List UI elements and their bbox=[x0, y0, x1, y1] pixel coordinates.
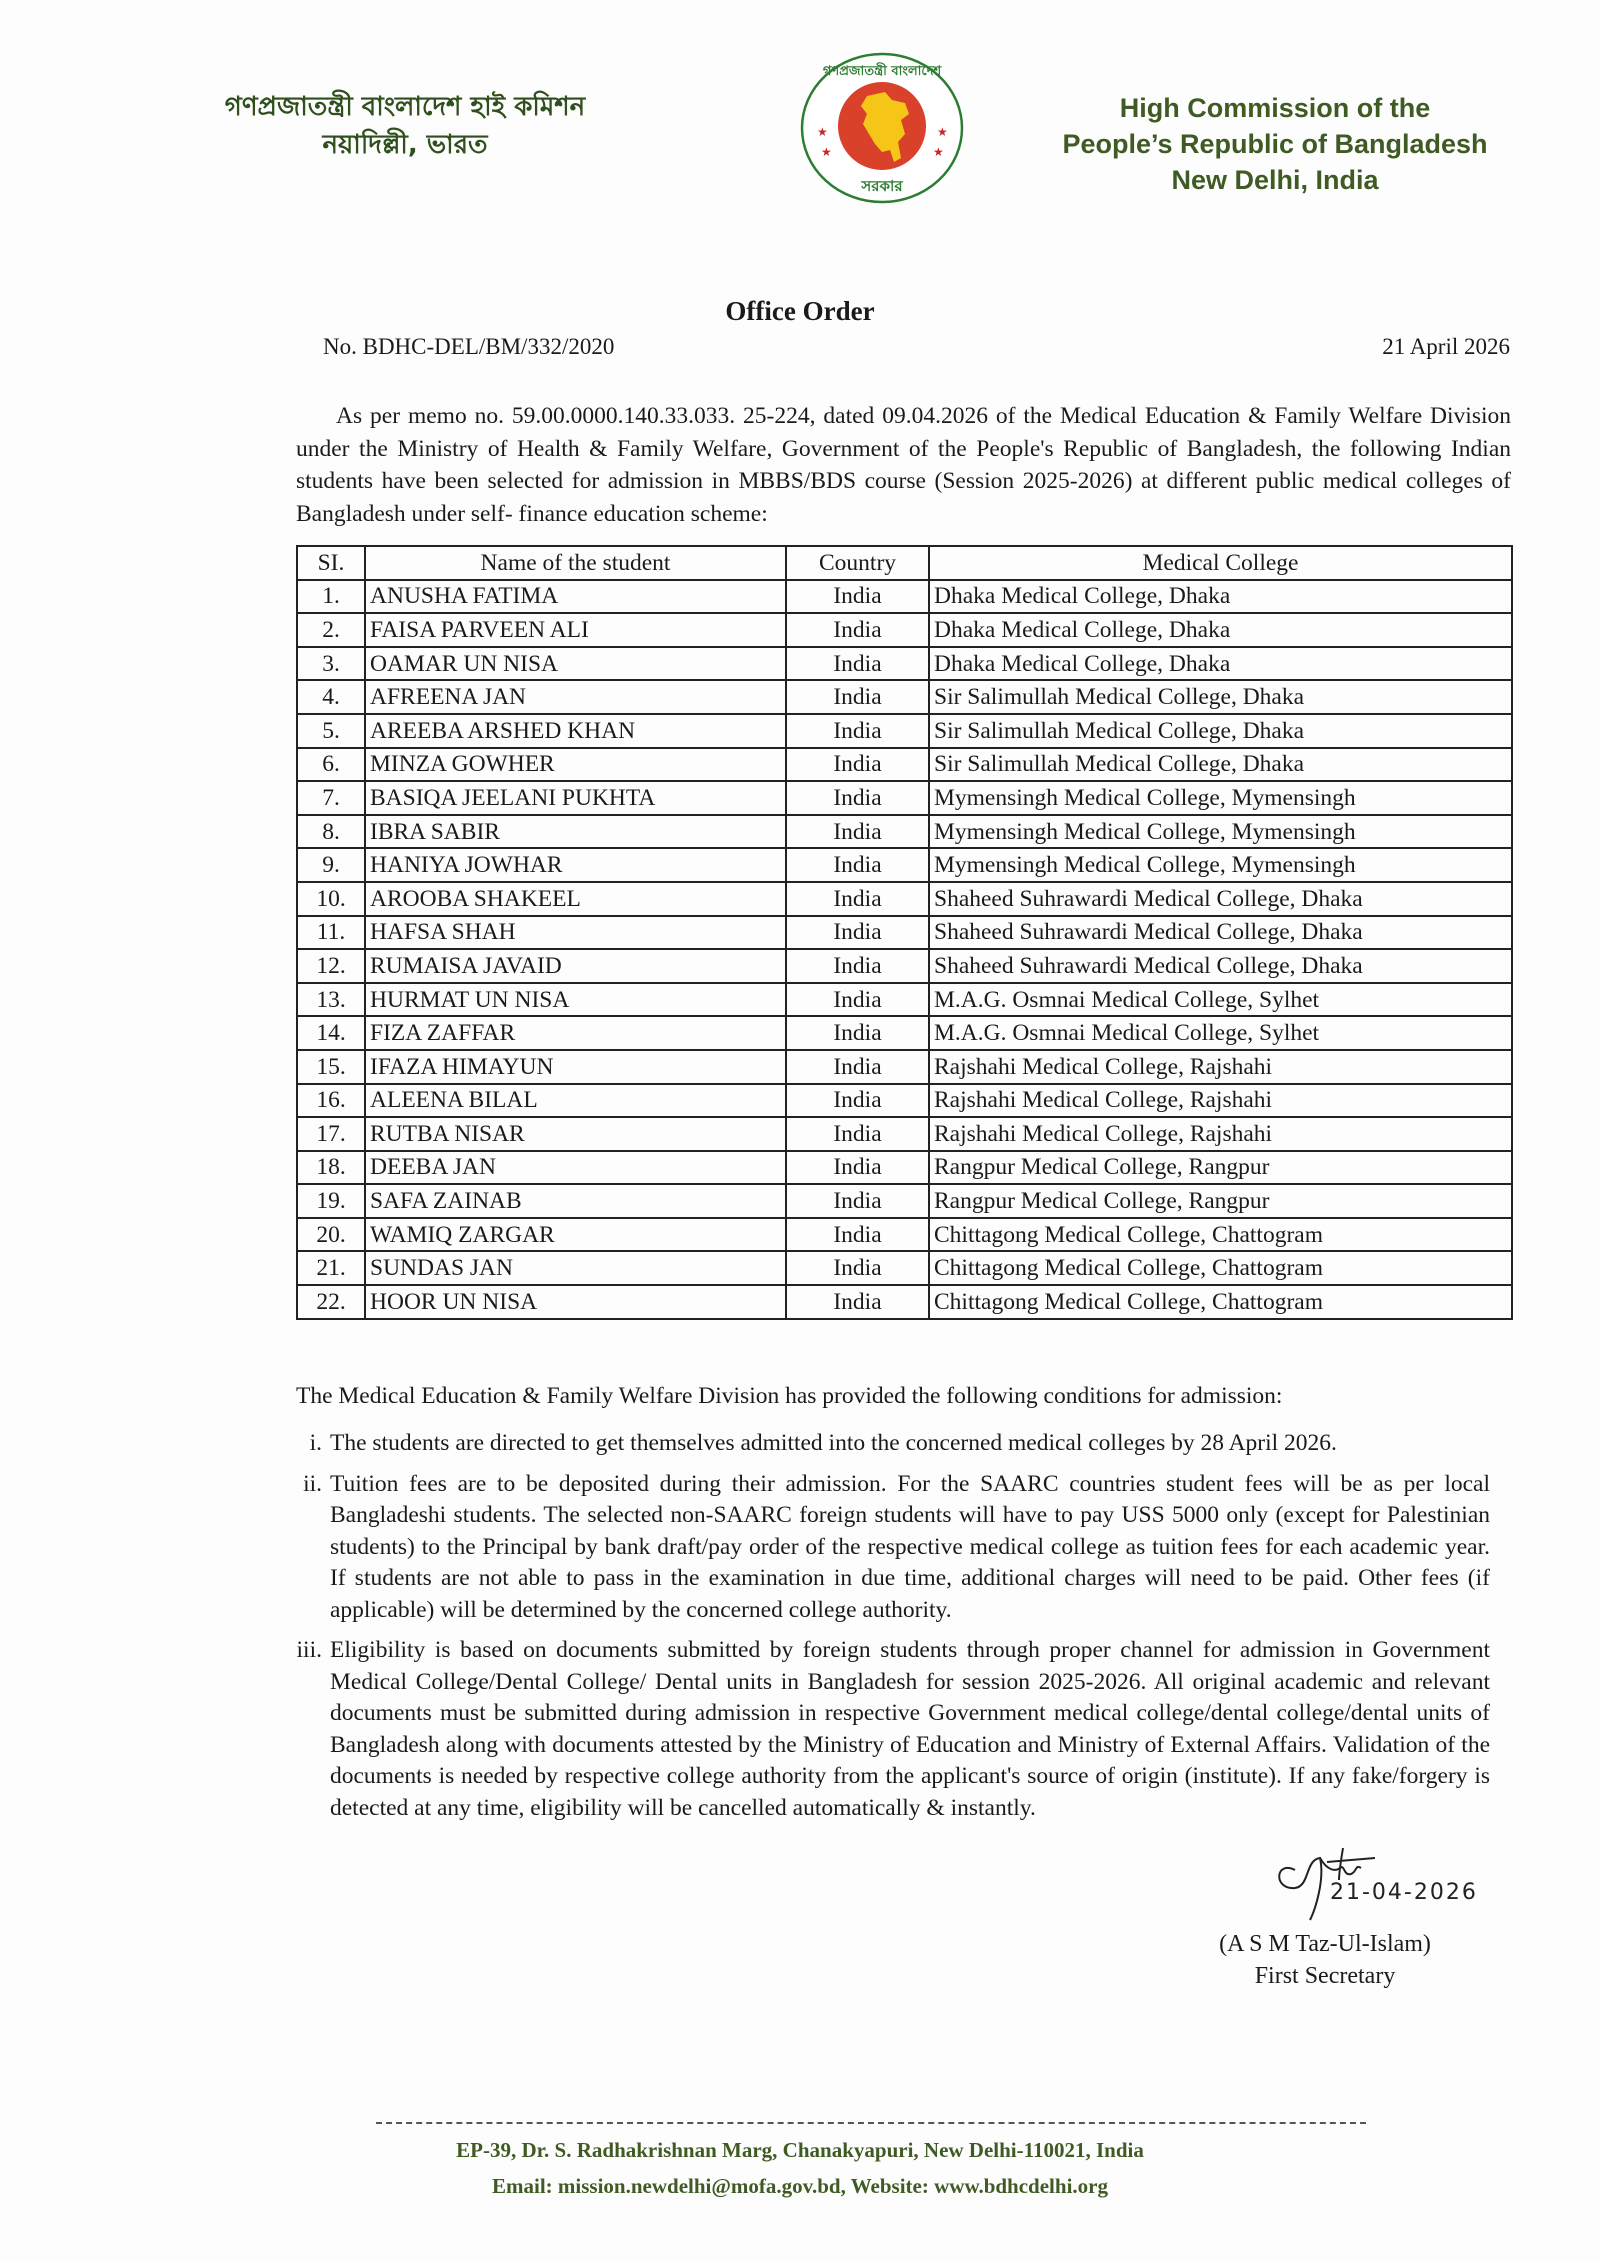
cell-country: India bbox=[786, 1084, 929, 1118]
cell-medical-college: Chittagong Medical College, Chattogram bbox=[929, 1285, 1512, 1319]
cell-student-name: WAMIQ ZARGAR bbox=[365, 1218, 786, 1252]
cell-serial: 15. bbox=[297, 1050, 365, 1084]
signatory-block bbox=[1180, 1928, 1470, 1992]
cell-serial: 18. bbox=[297, 1151, 365, 1185]
cell-country: India bbox=[786, 1016, 929, 1050]
cell-country: India bbox=[786, 647, 929, 681]
cell-medical-college: Rangpur Medical College, Rangpur bbox=[929, 1184, 1512, 1218]
cell-serial: 2. bbox=[297, 613, 365, 647]
table-row bbox=[297, 848, 1512, 882]
cell-country: India bbox=[786, 916, 929, 950]
table-row bbox=[297, 1251, 1512, 1285]
signature-date: 21-04-2026 bbox=[1330, 1880, 1478, 1905]
cell-serial: 21. bbox=[297, 1251, 365, 1285]
cell-country: India bbox=[786, 613, 929, 647]
cell-serial: 13. bbox=[297, 983, 365, 1017]
cell-serial: 4. bbox=[297, 680, 365, 714]
condition-number: iii. bbox=[296, 1637, 322, 1663]
cell-student-name: BASIQA JEELANI PUKHTA bbox=[365, 781, 786, 815]
cell-serial: 19. bbox=[297, 1184, 365, 1218]
condition-text: Eligibility is based on documents submitted by foreign students through proper channel for admission in Government Medical College/Dental College/ Dental units in Bangladesh for session 2025-2026. All original academic and relevant documents must be submitted during admission in respective Government medical college/dental college/dental units of Bangladesh along with documents attested by the Ministry of Education and Ministry of External Affairs. Validation of the documents is needed by respective college authority from the applicant's source of origin (institute). If any fake/forgery is detected at any time, eligibility will be cancelled automatically & instantly. bbox=[330, 1637, 1490, 1821]
cell-student-name: AROOBA SHAKEEL bbox=[365, 882, 786, 916]
cell-medical-college: Shaheed Suhrawardi Medical College, Dhaka bbox=[929, 882, 1512, 916]
cell-serial: 12. bbox=[297, 949, 365, 983]
table-row bbox=[297, 714, 1512, 748]
svg-text:সরকার: সরকার bbox=[861, 177, 903, 195]
cell-student-name: HANIYA JOWHAR bbox=[365, 848, 786, 882]
condition-text: The students are directed to get themselves admitted into the concerned medical colleges by 28 April 2026. bbox=[330, 1430, 1337, 1456]
cell-student-name: DEEBA JAN bbox=[365, 1151, 786, 1185]
cell-serial: 9. bbox=[297, 848, 365, 882]
table-row bbox=[297, 1016, 1512, 1050]
cell-student-name: IFAZA HIMAYUN bbox=[365, 1050, 786, 1084]
cell-country: India bbox=[786, 1218, 929, 1252]
cell-serial: 5. bbox=[297, 714, 365, 748]
condition-text: Tuition fees are to be deposited during their admission. For the SAARC countries student fees will be as per local Bangladeshi students. The selected non-SAARC foreign students will have to pay USS 5000 only (except for Palestinian students) to the Principal by bank draft/pay order of the respective medical college as tuition fees for each academic year. If students are not able to pass in the examination in due time, additional charges will need to be paid. Other fees (if applicable) will be determined by the concerned college authority. bbox=[330, 1470, 1490, 1623]
cell-serial: 11. bbox=[297, 916, 365, 950]
conditions-intro: The Medical Education & Family Welfare Division has provided the following conditions for admission: bbox=[296, 1383, 1283, 1409]
cell-medical-college: Rangpur Medical College, Rangpur bbox=[929, 1151, 1512, 1185]
document-title: Office Order bbox=[725, 296, 875, 326]
svg-text:★: ★ bbox=[821, 145, 832, 159]
table-row bbox=[297, 613, 1512, 647]
cell-student-name: HAFSA SHAH bbox=[365, 916, 786, 950]
cell-medical-college: Mymensingh Medical College, Mymensingh bbox=[929, 815, 1512, 849]
table-row bbox=[297, 1285, 1512, 1319]
cell-medical-college: Dhaka Medical College, Dhaka bbox=[929, 580, 1512, 614]
cell-serial: 14. bbox=[297, 1016, 365, 1050]
letterhead-english bbox=[1060, 90, 1490, 198]
table-row bbox=[297, 916, 1512, 950]
condition-number: i. bbox=[309, 1430, 322, 1456]
cell-medical-college: Sir Salimullah Medical College, Dhaka bbox=[929, 680, 1512, 714]
cell-medical-college: Shaheed Suhrawardi Medical College, Dhaka bbox=[929, 916, 1512, 950]
cell-serial: 1. bbox=[297, 580, 365, 614]
cell-country: India bbox=[786, 748, 929, 782]
letterhead-english-line: High Commission of the bbox=[1119, 93, 1431, 123]
cell-country: India bbox=[786, 949, 929, 983]
cell-serial: 6. bbox=[297, 748, 365, 782]
cell-student-name: IBRA SABIR bbox=[365, 815, 786, 849]
cell-student-name: HURMAT UN NISA bbox=[365, 983, 786, 1017]
government-of-bangladesh-seal-icon bbox=[797, 48, 967, 208]
signatory-name: (A S M Taz-Ul-Islam) bbox=[1219, 1931, 1431, 1957]
column-header-serial: SI. bbox=[297, 546, 365, 580]
cell-serial: 16. bbox=[297, 1084, 365, 1118]
cell-country: India bbox=[786, 714, 929, 748]
table-header-row bbox=[297, 546, 1512, 580]
table-body bbox=[297, 580, 1512, 1319]
cell-medical-college: Rajshahi Medical College, Rajshahi bbox=[929, 1050, 1512, 1084]
cell-student-name: HOOR UN NISA bbox=[365, 1285, 786, 1319]
cell-country: India bbox=[786, 580, 929, 614]
table-row bbox=[297, 748, 1512, 782]
condition-item bbox=[280, 1428, 1490, 1460]
cell-student-name: RUMAISA JAVAID bbox=[365, 949, 786, 983]
footer-contact: Email: mission.newdelhi@mofa.gov.bd, Website: www.bdhcdelhi.org bbox=[492, 2174, 1108, 2198]
cell-medical-college: M.A.G. Osmnai Medical College, Sylhet bbox=[929, 1016, 1512, 1050]
table-row bbox=[297, 1184, 1512, 1218]
cell-student-name: RUTBA NISAR bbox=[365, 1117, 786, 1151]
column-header-name: Name of the student bbox=[365, 546, 786, 580]
cell-serial: 17. bbox=[297, 1117, 365, 1151]
cell-student-name: OAMAR UN NISA bbox=[365, 647, 786, 681]
table-row bbox=[297, 1151, 1512, 1185]
cell-country: India bbox=[786, 1050, 929, 1084]
cell-country: India bbox=[786, 815, 929, 849]
cell-country: India bbox=[786, 680, 929, 714]
conditions-list bbox=[280, 1428, 1490, 1833]
cell-serial: 7. bbox=[297, 781, 365, 815]
condition-item bbox=[280, 1635, 1490, 1824]
table-row bbox=[297, 1084, 1512, 1118]
table-row bbox=[297, 882, 1512, 916]
cell-student-name: SUNDAS JAN bbox=[365, 1251, 786, 1285]
column-header-college: Medical College bbox=[929, 546, 1512, 580]
cell-country: India bbox=[786, 882, 929, 916]
svg-text:★: ★ bbox=[933, 145, 944, 159]
table-row bbox=[297, 815, 1512, 849]
cell-medical-college: Mymensingh Medical College, Mymensingh bbox=[929, 781, 1512, 815]
cell-medical-college: Shaheed Suhrawardi Medical College, Dhaka bbox=[929, 949, 1512, 983]
cell-country: India bbox=[786, 983, 929, 1017]
cell-medical-college: Chittagong Medical College, Chattogram bbox=[929, 1218, 1512, 1252]
table-row bbox=[297, 680, 1512, 714]
cell-serial: 22. bbox=[297, 1285, 365, 1319]
cell-student-name: ALEENA BILAL bbox=[365, 1084, 786, 1118]
cell-medical-college: Mymensingh Medical College, Mymensingh bbox=[929, 848, 1512, 882]
cell-country: India bbox=[786, 781, 929, 815]
cell-student-name: SAFA ZAINAB bbox=[365, 1184, 786, 1218]
letterhead-bengali-line: নয়াদিল্লী, ভারত bbox=[322, 130, 488, 160]
intro-paragraph: As per memo no. 59.00.0000.140.33.033. 25-224, dated 09.04.2026 of the Medical Education & Family Welfare Division under the Ministry of Health & Family Welfare, Government of the People's Republic of Bangladesh, the following Indian students have been selected for admission in MBBS/BDS course (Session 2025-2026) at different public medical colleges of Bangladesh under self- finance education scheme: bbox=[296, 403, 1511, 527]
cell-country: India bbox=[786, 1184, 929, 1218]
cell-medical-college: Dhaka Medical College, Dhaka bbox=[929, 647, 1512, 681]
footer-address: EP-39, Dr. S. Radhakrishnan Marg, Chanakyapuri, New Delhi-110021, India bbox=[456, 2138, 1144, 2162]
column-header-country: Country bbox=[786, 546, 929, 580]
condition-number: ii. bbox=[303, 1470, 322, 1497]
signatory-designation: First Secretary bbox=[1254, 1963, 1396, 1989]
cell-serial: 8. bbox=[297, 815, 365, 849]
students-table bbox=[296, 545, 1513, 1320]
table-row bbox=[297, 580, 1512, 614]
cell-student-name: FIZA ZAFFAR bbox=[365, 1016, 786, 1050]
cell-country: India bbox=[786, 1285, 929, 1319]
cell-student-name: ANUSHA FATIMA bbox=[365, 580, 786, 614]
order-number: No. BDHC-DEL/BM/332/2020 bbox=[323, 334, 615, 359]
cell-medical-college: Sir Salimullah Medical College, Dhaka bbox=[929, 748, 1512, 782]
table-row bbox=[297, 1117, 1512, 1151]
letterhead-bengali bbox=[175, 88, 635, 164]
table-row bbox=[297, 647, 1512, 681]
cell-country: India bbox=[786, 1151, 929, 1185]
cell-student-name: AREEBA ARSHED KHAN bbox=[365, 714, 786, 748]
cell-serial: 20. bbox=[297, 1218, 365, 1252]
cell-medical-college: Rajshahi Medical College, Rajshahi bbox=[929, 1117, 1512, 1151]
cell-country: India bbox=[786, 1251, 929, 1285]
cell-medical-college: Sir Salimullah Medical College, Dhaka bbox=[929, 714, 1512, 748]
table-row bbox=[297, 1218, 1512, 1252]
letterhead-english-line: People’s Republic of Bangladesh bbox=[1062, 129, 1488, 159]
table-row bbox=[297, 781, 1512, 815]
table-row bbox=[297, 983, 1512, 1017]
cell-serial: 3. bbox=[297, 647, 365, 681]
cell-medical-college: Dhaka Medical College, Dhaka bbox=[929, 613, 1512, 647]
table-row bbox=[297, 949, 1512, 983]
condition-item bbox=[280, 1469, 1490, 1627]
cell-student-name: MINZA GOWHER bbox=[365, 748, 786, 782]
cell-medical-college: Rajshahi Medical College, Rajshahi bbox=[929, 1084, 1512, 1118]
letterhead-english-line: New Delhi, India bbox=[1171, 165, 1379, 195]
cell-country: India bbox=[786, 848, 929, 882]
svg-text:★: ★ bbox=[937, 125, 948, 139]
cell-student-name: FAISA PARVEEN ALI bbox=[365, 613, 786, 647]
footer-divider bbox=[376, 2122, 1366, 2124]
cell-medical-college: M.A.G. Osmnai Medical College, Sylhet bbox=[929, 983, 1512, 1017]
svg-text:★: ★ bbox=[817, 125, 828, 139]
letterhead-bengali-line: গণপ্রজাতন্ত্রী বাংলাদেশ হাই কমিশন bbox=[224, 92, 586, 122]
table-row bbox=[297, 1050, 1512, 1084]
cell-medical-college: Chittagong Medical College, Chattogram bbox=[929, 1251, 1512, 1285]
order-date: 21 April 2026 bbox=[1382, 334, 1510, 359]
cell-serial: 10. bbox=[297, 882, 365, 916]
cell-student-name: AFREENA JAN bbox=[365, 680, 786, 714]
cell-country: India bbox=[786, 1117, 929, 1151]
svg-text:গণপ্রজাতন্ত্রী বাংলাদেশ: গণপ্রজাতন্ত্রী বাংলাদেশ bbox=[822, 64, 942, 79]
